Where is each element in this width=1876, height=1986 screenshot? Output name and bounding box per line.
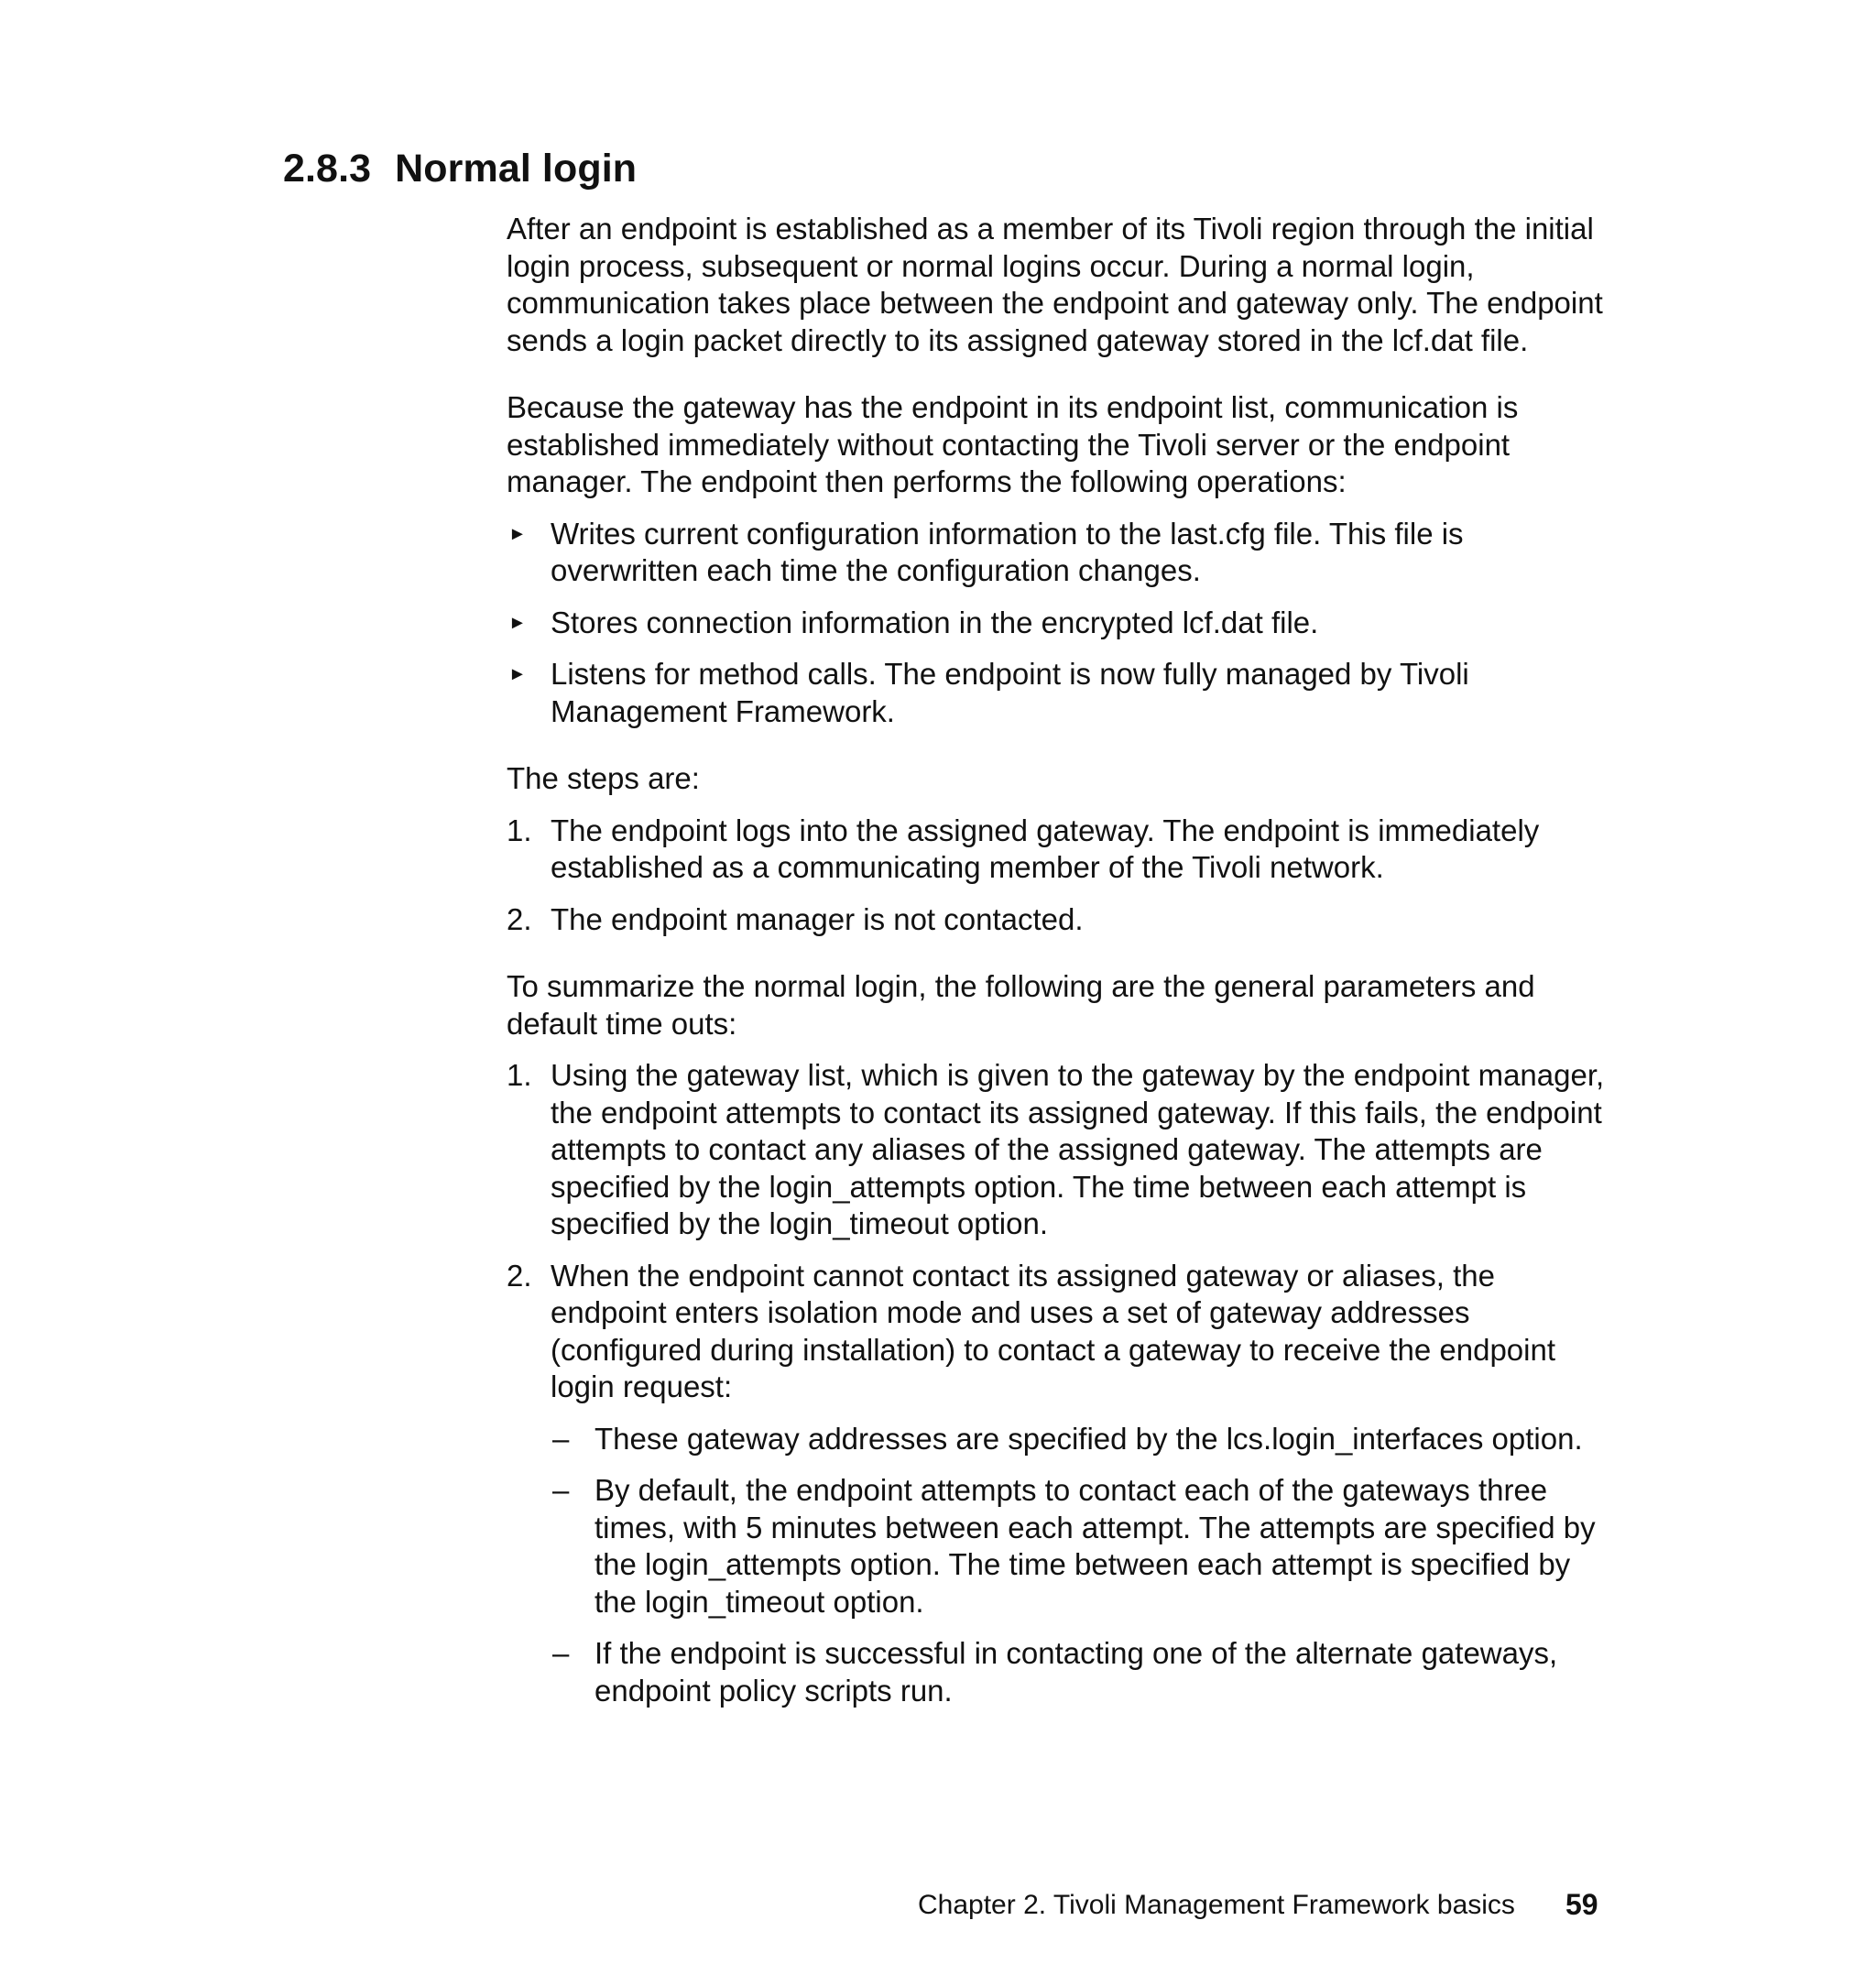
triangle-bullet-icon: ► xyxy=(508,664,527,684)
list-number: 1. xyxy=(507,813,532,847)
sublist-item xyxy=(551,1472,1606,1620)
list-item-text: Listens for method calls. The endpoint is now fully managed by Tivoli Management Framework. xyxy=(551,657,1469,728)
paragraph-steps-intro: The steps are: xyxy=(507,761,700,795)
list-item xyxy=(507,1057,1606,1243)
list-number: 2. xyxy=(507,1258,532,1293)
steps-list xyxy=(507,813,1606,939)
list-item xyxy=(507,516,1606,590)
list-item-text: The endpoint manager is not contacted. xyxy=(551,901,1084,936)
section-title: Normal login xyxy=(395,147,638,191)
list-item xyxy=(507,605,1606,642)
section-heading xyxy=(283,145,637,192)
footer-chapter-title: Chapter 2. Tivoli Management Framework basics xyxy=(918,1890,1515,1920)
dash-bullet-icon: – xyxy=(552,1636,570,1670)
section-number: 2.8.3 xyxy=(283,147,372,191)
dash-bullet-icon: – xyxy=(552,1473,570,1507)
triangle-bullet-icon: ► xyxy=(508,612,527,633)
list-item xyxy=(507,1258,1606,1710)
paragraph-operations-intro: Because the gateway has the endpoint in its endpoint list, communication is established immediately without contacting the Tivoli server or the endpoint manager. The endpoint then performs the following operations: xyxy=(507,390,1519,498)
section-body xyxy=(507,211,1606,1740)
list-item-text: Using the gateway list, which is given to the gateway by the endpoint manager, the endpoint attempts to contact its assigned gateway. If this fails, the endpoint attempts to contact any aliases of the assigned gateway. The attempts are specified by the login_attempts option. The time between each attempt is specified by the login_timeout option. xyxy=(551,1058,1605,1240)
list-item xyxy=(507,813,1606,887)
list-item-text: Stores connection information in the encrypted lcf.dat file. xyxy=(551,605,1319,639)
page-number: 59 xyxy=(1565,1888,1598,1921)
list-number: 1. xyxy=(507,1058,532,1092)
paragraph-intro: After an endpoint is established as a member of its Tivoli region through the initial login process, subsequent or normal logins occur. During a normal login, communication takes place between the endpoint and gateway only. The endpoint sends a login packet directly to its assigned gateway stored in the lcf.dat file. xyxy=(507,212,1603,357)
sublist-item-text: By default, the endpoint attempts to contact each of the gateways three times, with 5 minutes between each attempt. The attempts are specified by the login_attempts option. The time between each attempt is specified by the login_timeout option. xyxy=(594,1473,1596,1619)
list-item-text: Writes current configuration information to the last.cfg file. This file is overwritten each time the configuration changes. xyxy=(551,516,1464,587)
list-item-text: The endpoint logs into the assigned gateway. The endpoint is immediately established as a communicating member of the Tivoli network. xyxy=(551,813,1540,884)
list-item xyxy=(507,901,1606,939)
sublist-item xyxy=(551,1635,1606,1709)
summary-sublist xyxy=(551,1421,1606,1710)
list-item-text: When the endpoint cannot contact its assigned gateway or aliases, the endpoint enters isolation mode and uses a set of gateway addresses (configured during installation) to contact a gateway to receive the endpoint login request: xyxy=(551,1258,1556,1403)
operations-list xyxy=(507,516,1606,731)
sublist-item-text: If the endpoint is successful in contacting one of the alternate gateways, endpoint policy scripts run. xyxy=(594,1636,1558,1708)
list-number: 2. xyxy=(507,901,532,936)
sublist-item-text: These gateway addresses are specified by the lcs.login_interfaces option. xyxy=(594,1421,1583,1456)
list-item xyxy=(507,656,1606,730)
sublist-item xyxy=(551,1421,1606,1458)
dash-bullet-icon: – xyxy=(552,1421,570,1456)
paragraph-summary-intro: To summarize the normal login, the following are the general parameters and default time outs: xyxy=(507,969,1535,1041)
triangle-bullet-icon: ► xyxy=(508,523,527,544)
summary-list xyxy=(507,1057,1606,1709)
page-footer xyxy=(918,1888,1598,1922)
